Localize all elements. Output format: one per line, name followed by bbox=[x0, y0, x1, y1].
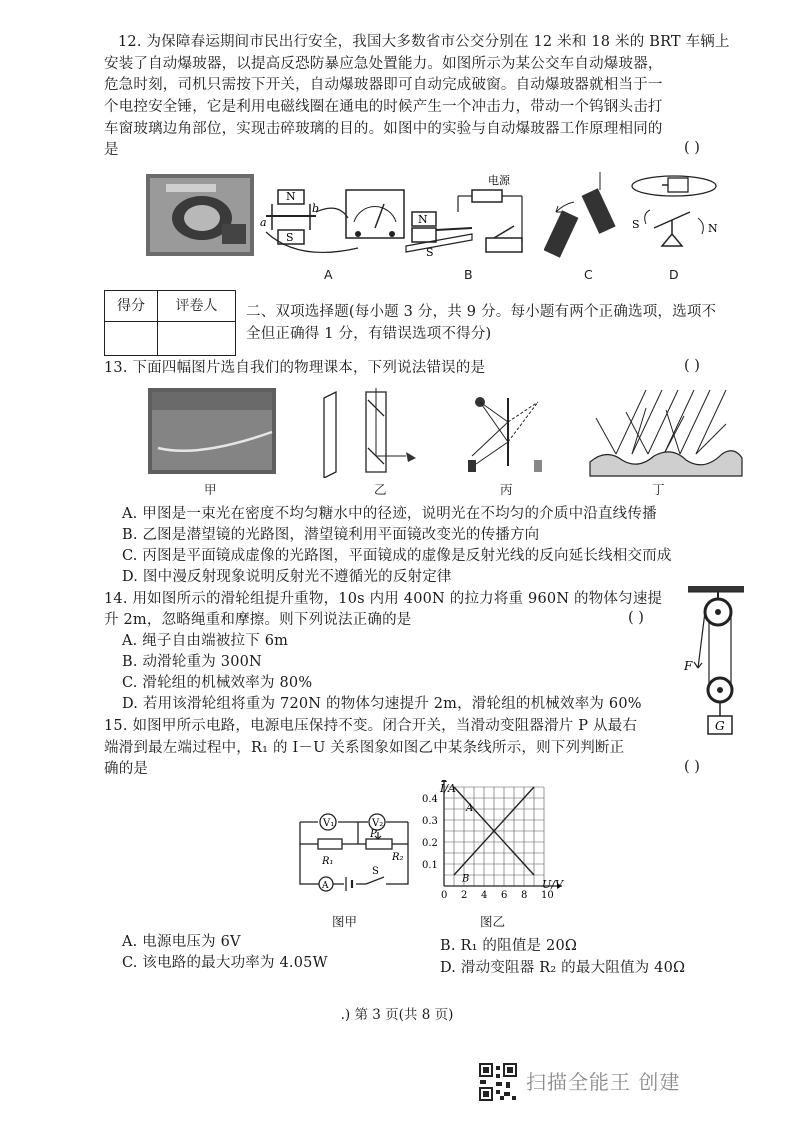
q12-fig-label-d: D bbox=[669, 267, 679, 282]
q15-label-r2: R₂ bbox=[392, 852, 404, 863]
q15-line-3: 确的是 bbox=[104, 761, 149, 777]
q13-figure-bing bbox=[458, 388, 548, 478]
q13-fig-label-yi: 乙 bbox=[374, 482, 387, 497]
q15-label-p: P bbox=[370, 829, 377, 840]
score-table-header-grader: 评卷人 bbox=[158, 291, 235, 322]
q12-figure-b bbox=[402, 172, 532, 264]
q15-option-d[interactable]: D. 滑动变阻器 R₂ 的最大阻值为 40Ω bbox=[440, 960, 686, 976]
score-table-cell-score[interactable] bbox=[105, 322, 158, 355]
q12-a-label-s: S bbox=[286, 231, 294, 244]
q15-fig-label-jia: 图甲 bbox=[332, 914, 358, 929]
q12-line-3: 危急时刻，司机只需按下开关，自动爆玻器即可自动完成破窗。自动爆玻器就相当于一 bbox=[104, 77, 663, 93]
q14-option-d[interactable]: D. 若用该滑轮组将重为 720N 的物体匀速提升 2m，滑轮组的机械效率为 60% bbox=[122, 696, 642, 712]
q15-answer-paren: ( ) bbox=[684, 759, 700, 775]
q13-option-b[interactable]: B. 乙图是潜望镜的光路图，潜望镜利用平面镜改变光的传播方向 bbox=[122, 527, 540, 543]
q14-answer-paren: ( ) bbox=[628, 610, 644, 626]
q12-figure-a bbox=[258, 172, 408, 266]
q12-b-label-power: 电源 bbox=[488, 174, 510, 187]
q15-label-v1: V₁ bbox=[323, 818, 335, 829]
q15-iu-chart bbox=[410, 780, 570, 914]
q12-line-2: 安装了自动爆玻器，以提高反恐防暴应急处置能力。如图所示为某公交车自动爆玻器， bbox=[104, 56, 663, 72]
q15-fig-label-yi: 图乙 bbox=[480, 914, 506, 929]
q13-fig-label-jia: 甲 bbox=[204, 482, 217, 497]
q12-a-label-b: b bbox=[312, 202, 320, 215]
q15-option-c[interactable]: C. 该电路的最大功率为 4.05W bbox=[122, 955, 328, 971]
q15-line-1: 15. 如图甲所示电路，电源电压保持不变。闭合开关，当滑动变阻器滑片 P 从最右 bbox=[104, 718, 638, 734]
section-2-line-1: 二、双项选择题(每小题 3 分，共 9 分。每小题有两个正确选项，选项不 bbox=[246, 304, 717, 320]
q15-label-ammeter: A bbox=[322, 881, 329, 891]
q13-stem: 13. 下面四幅图片选自我们的物理课本，下列说法错误的是 bbox=[104, 360, 486, 376]
chart-y-tick-label: 0.1 bbox=[422, 860, 438, 871]
q12-answer-paren: ( ) bbox=[684, 140, 700, 156]
q15-label-switch: S bbox=[372, 866, 379, 877]
q15-option-b[interactable]: B. R₁ 的阻值是 20Ω bbox=[440, 938, 578, 954]
score-table-header-score: 得分 bbox=[105, 291, 158, 322]
watermark-text: 扫描全能王 创建 bbox=[526, 1070, 681, 1094]
q12-line-6: 是 bbox=[104, 142, 119, 158]
q15-label-r1: R₁ bbox=[322, 856, 334, 867]
q12-d-label-s: S bbox=[632, 218, 640, 231]
chart-series-label-B: B bbox=[462, 873, 470, 885]
chart-x-tick-label: 0 bbox=[441, 890, 448, 901]
q15-line-2: 端滑到最左端过程中，R₁ 的 I－U 关系图象如图乙中某条线所示，则下列判断正 bbox=[104, 740, 625, 756]
q14-option-c[interactable]: C. 滑轮组的机械效率为 80% bbox=[122, 675, 313, 691]
qr-code-icon bbox=[478, 1062, 518, 1102]
score-table-cell-grader[interactable] bbox=[158, 322, 235, 355]
q12-photo-breaker bbox=[146, 174, 254, 256]
chart-y-tick-label: 0.4 bbox=[422, 794, 438, 805]
q14-pulley-figure bbox=[680, 586, 750, 746]
q12-a-label-a: a bbox=[260, 216, 267, 229]
q12-fig-label-b: B bbox=[464, 267, 473, 282]
chart-series-label-A: A bbox=[466, 802, 474, 814]
q13-figure-jia bbox=[148, 388, 276, 474]
chart-y-axis-label: I/A bbox=[440, 782, 456, 795]
q13-fig-label-ding: 丁 bbox=[652, 482, 665, 497]
q13-option-c[interactable]: C. 丙图是平面镜成虚像的光路图，平面镜成的虚像是反射光线的反向延长线相交而成 bbox=[122, 548, 672, 564]
q14-label-g: G bbox=[715, 719, 725, 733]
chart-x-tick-label: 6 bbox=[501, 890, 508, 901]
q12-fig-label-a: A bbox=[324, 267, 333, 282]
chart-x-tick-label: 4 bbox=[481, 890, 488, 901]
chart-grid bbox=[444, 787, 544, 886]
q14-option-b[interactable]: B. 动滑轮重为 300N bbox=[122, 654, 262, 670]
q12-figure-c bbox=[544, 172, 626, 264]
chart-x-axis-label: U/V bbox=[542, 878, 563, 891]
chart-y-tick-label: 0.2 bbox=[422, 838, 438, 849]
q13-figure-yi bbox=[316, 388, 434, 478]
chart-x-tick-label: 2 bbox=[461, 890, 468, 901]
q14-label-f: F bbox=[684, 659, 693, 673]
q12-line-4: 个电控安全锤，它是利用电磁线圈在通电的时候产生一个冲击力，带动一个钨钢头击打 bbox=[104, 99, 663, 115]
q12-a-label-n: N bbox=[286, 190, 296, 203]
chart-y-tick-label: 0.3 bbox=[422, 816, 438, 827]
q12-d-label-n: N bbox=[708, 222, 718, 235]
q12-fig-label-c: C bbox=[584, 267, 593, 282]
q13-option-a[interactable]: A. 甲图是一束光在密度不均匀糖水中的径迹，说明光在不均匀的介质中沿直线传播 bbox=[122, 506, 657, 522]
chart-x-tick-label: 8 bbox=[521, 890, 528, 901]
q13-figure-ding bbox=[586, 388, 746, 478]
q15-circuit-diagram bbox=[296, 806, 416, 892]
q15-label-v2: V₂ bbox=[372, 818, 384, 829]
q13-answer-paren: ( ) bbox=[684, 358, 700, 374]
q14-line-2: 升 2m，忽略绳重和摩擦。则下列说法正确的是 bbox=[104, 612, 412, 628]
page-footer: .) 第 3 页(共 8 页) bbox=[340, 1007, 454, 1023]
section-2-line-2: 全但正确得 1 分，有错误选项不得分) bbox=[246, 326, 492, 342]
score-table bbox=[104, 290, 236, 356]
q12-figure-d bbox=[624, 172, 724, 264]
q12-line-1: 12. 为保障春运期间市民出行安全，我国大多数省市公交分别在 12 米和 18 米的 BRT 车辆上 bbox=[118, 34, 730, 50]
q13-fig-label-bing: 丙 bbox=[500, 482, 513, 497]
q13-option-d[interactable]: D. 图中漫反射现象说明反射光不遵循光的反射定律 bbox=[122, 569, 452, 585]
q14-option-a[interactable]: A. 绳子自由端被拉下 6m bbox=[122, 633, 289, 649]
q12-line-5: 车窗玻璃边角部位，实现击碎玻璃的目的。如图中的实验与自动爆玻器工作原理相同的 bbox=[104, 121, 663, 137]
q12-b-label-s: S bbox=[426, 246, 434, 259]
q14-line-1: 14. 用如图所示的滑轮组提升重物，10s 内用 400N 的拉力将重 960N 的物体匀速提 bbox=[104, 591, 663, 607]
q12-b-label-n: N bbox=[418, 213, 428, 226]
q15-option-a[interactable]: A. 电源电压为 6V bbox=[122, 934, 241, 950]
chart-x-tick-label: 10 bbox=[541, 890, 554, 901]
